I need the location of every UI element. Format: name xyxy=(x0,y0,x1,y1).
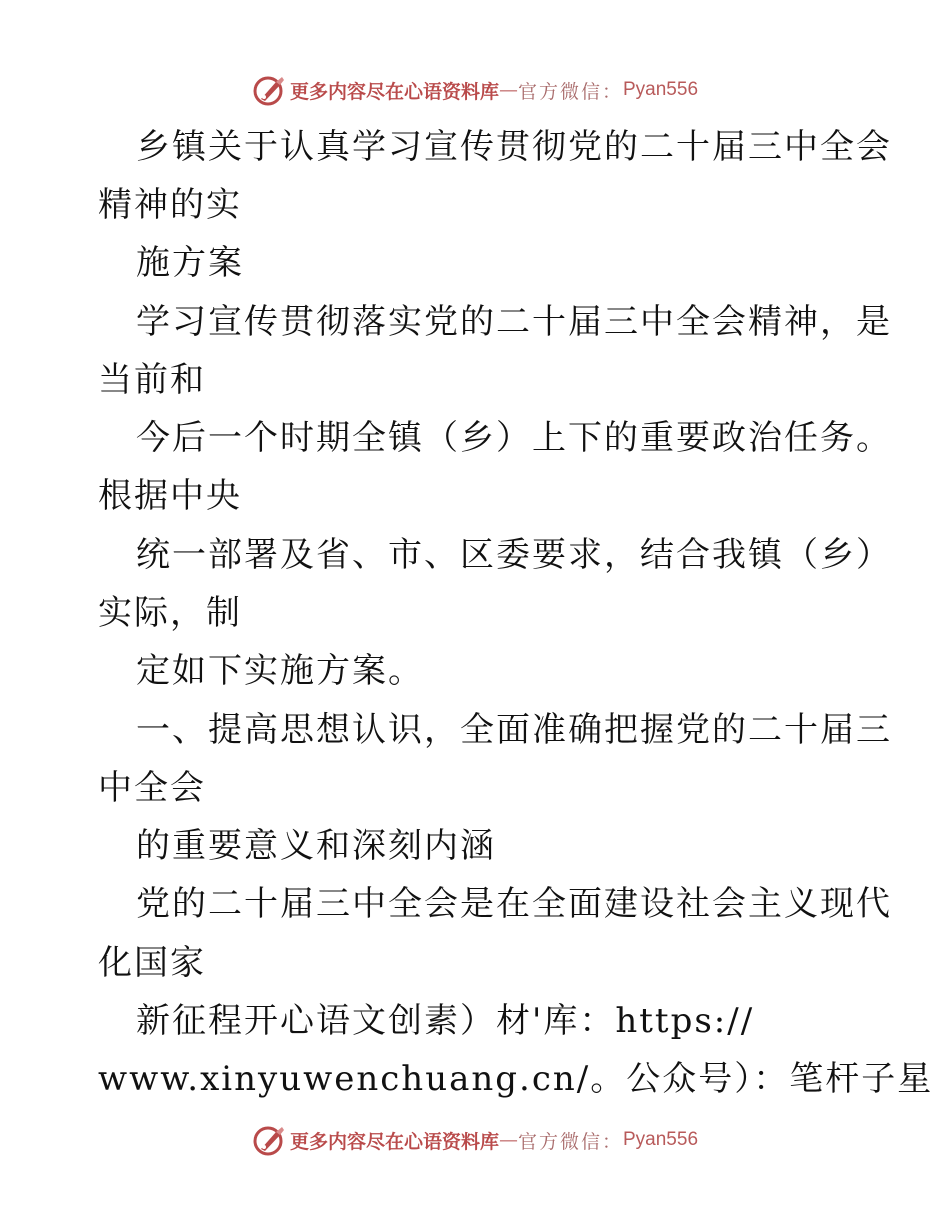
header-watermark-text: 更多内容尽在心语资料库 xyxy=(289,80,499,103)
pen-logo-icon xyxy=(252,1123,286,1157)
paragraph-line: 实际，制 xyxy=(98,593,242,633)
title-line-2: 精神的实 xyxy=(98,185,242,225)
title-line-3: 施方案 xyxy=(136,243,244,283)
header-watermark-dash: — xyxy=(498,79,518,101)
paragraph-line: 学习宣传贯彻落实党的二十届三中全会精神，是 xyxy=(136,302,892,342)
footer-watermark-dash: — xyxy=(498,1129,518,1151)
section-heading-line: 一、提高思想认识，全面准确把握党的二十届三 xyxy=(136,710,892,750)
paragraph-line: 当前和 xyxy=(98,360,206,400)
footer-watermark xyxy=(0,1120,950,1160)
paragraph-line: 新征程开心语文创素）材'库：https:// xyxy=(136,1001,755,1041)
header-watermark-id: Pyan556 xyxy=(623,79,699,100)
paragraph-line: www.xinyuwenchuang.cn/。公众号）：笔杆子星 xyxy=(98,1059,934,1099)
header-watermark-label: 官方微信： xyxy=(517,80,623,103)
paragraph-line: 化国家 xyxy=(98,943,206,983)
footer-watermark-text: 更多内容尽在心语资料库 xyxy=(289,1130,499,1153)
footer-watermark-id: Pyan556 xyxy=(623,1129,699,1150)
paragraph-line: 党的二十届三中全会是在全面建设社会主义现代 xyxy=(136,884,892,924)
pen-logo-icon xyxy=(252,73,286,107)
paragraph-line: 统一部署及省、市、区委要求，结合我镇（乡） xyxy=(136,535,892,575)
paragraph-line: 今后一个时期全镇（乡）上下的重要政治任务。 xyxy=(136,418,892,458)
section-heading-line: 的重要意义和深刻内涵 xyxy=(136,826,496,866)
header-watermark xyxy=(0,70,950,110)
paragraph-line: 根据中央 xyxy=(98,476,242,516)
section-heading-line: 中全会 xyxy=(98,768,206,808)
footer-watermark-label: 官方微信： xyxy=(517,1130,623,1153)
paragraph-line: 定如下实施方案。 xyxy=(136,651,424,691)
title-line-1: 乡镇关于认真学习宣传贯彻党的二十届三中全会 xyxy=(136,127,892,167)
